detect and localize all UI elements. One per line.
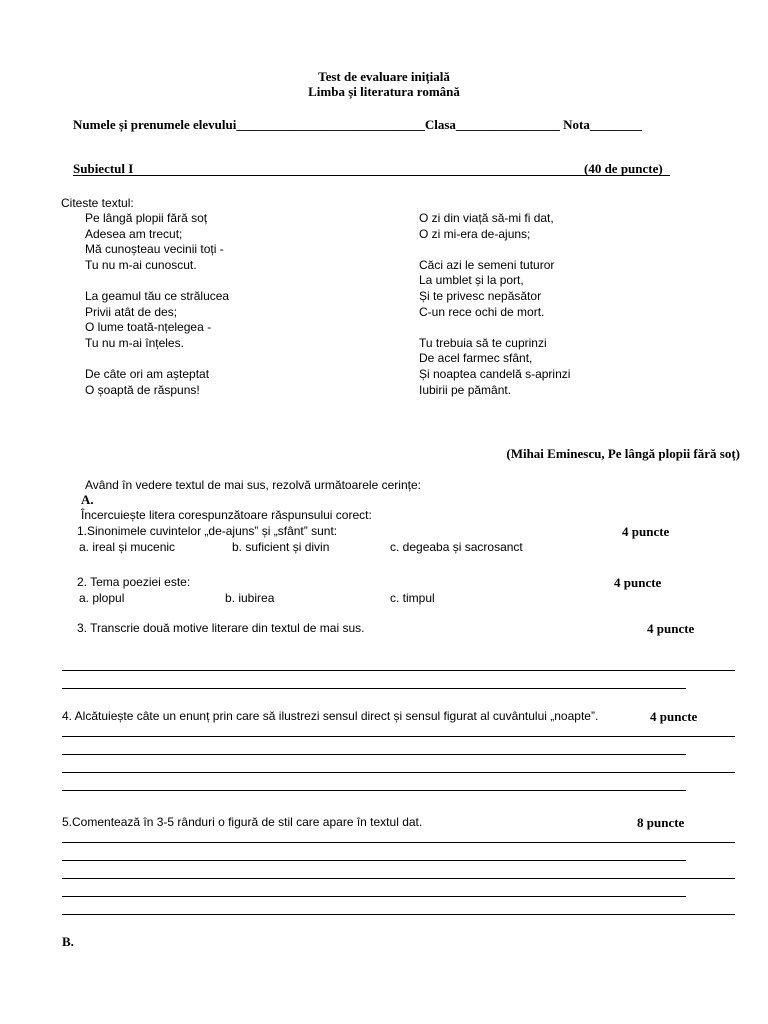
answer-line[interactable] bbox=[62, 878, 735, 879]
poem-line: Adesea am trecut; bbox=[85, 226, 183, 241]
answer-line[interactable] bbox=[62, 688, 686, 689]
answer-line[interactable] bbox=[62, 736, 735, 737]
class-field[interactable]: ________________ bbox=[455, 117, 560, 132]
question-2-text: 2. Tema poeziei este: bbox=[77, 575, 191, 589]
poem-source: (Mihai Eminescu, Pe lângă plopii fără soț) bbox=[506, 446, 740, 461]
question-2-points: 4 puncte bbox=[614, 575, 662, 590]
poem-line: Tu trebuia să te cuprinzi bbox=[419, 335, 547, 350]
question-5-text: 5.Comentează în 3-5 rânduri o figură de stil care apare în textul dat. bbox=[62, 815, 423, 829]
poem-line bbox=[85, 351, 229, 367]
poem-line: La geamul tău ce strălucea bbox=[85, 288, 230, 303]
answer-line[interactable] bbox=[62, 670, 735, 671]
subject-heading: Subiectul I bbox=[73, 161, 134, 176]
poem-line: Privii atât de des; bbox=[85, 304, 178, 319]
q1-option-b[interactable]: b. suficient și divin bbox=[232, 540, 330, 554]
answer-line[interactable] bbox=[62, 896, 686, 897]
poem-line: Tu nu m-ai cunoscut. bbox=[85, 257, 197, 272]
poem-line: De câte ori am așteptat bbox=[85, 366, 210, 381]
poem-line: O zi din viață să-mi fi dat, bbox=[419, 211, 554, 225]
q2-option-b[interactable]: b. iubirea bbox=[225, 591, 275, 605]
poem-line: C-un rece ochi de mort. bbox=[419, 304, 545, 319]
subject-points: (40 de puncte) bbox=[584, 161, 663, 176]
reading-instruction: Citeste textul: bbox=[61, 196, 134, 210]
poem-line: Și noaptea candelă s-aprinzi bbox=[419, 366, 571, 381]
subject-title: Limba și literatura română bbox=[308, 84, 460, 99]
answer-line[interactable] bbox=[62, 790, 686, 791]
poem-line: O lume toată-nțelegea - bbox=[85, 320, 212, 335]
name-field[interactable]: _____________________________ bbox=[236, 117, 425, 132]
question-3-text: 3. Transcrie două motive literare din textul de mai sus. bbox=[77, 621, 365, 635]
question-1-points: 4 puncte bbox=[622, 524, 670, 539]
poem-line: De acel farmec sfânt, bbox=[419, 351, 533, 366]
section-a-label: A. bbox=[81, 492, 94, 507]
answer-line[interactable] bbox=[62, 754, 686, 755]
q2-option-c[interactable]: c. timpul bbox=[390, 591, 435, 605]
answer-line[interactable] bbox=[62, 860, 686, 861]
poem-line: O șoaptă de răspuns! bbox=[85, 382, 200, 397]
poem-line: Și te privesc nepăsător bbox=[419, 288, 542, 303]
poem-line: Mă cunoșteau vecinii toți - bbox=[85, 242, 224, 257]
answer-line[interactable] bbox=[62, 914, 735, 915]
poem-line bbox=[85, 273, 229, 289]
circle-instruction: Încercuiește litera corespunzătoare răspunsului corect: bbox=[81, 508, 372, 522]
poem-line bbox=[419, 320, 570, 336]
poem-line bbox=[419, 242, 570, 258]
test-title: Test de evaluare inițială bbox=[318, 69, 450, 84]
subject-underline bbox=[73, 175, 670, 176]
question-5-points: 8 puncte bbox=[637, 815, 685, 830]
answer-line[interactable] bbox=[62, 772, 735, 773]
poem-line: Căci azi le semeni tuturor bbox=[419, 257, 555, 272]
poem-line: O zi mi-era de-ajuns; bbox=[419, 226, 531, 241]
poem-line: La umblet și la port, bbox=[419, 273, 524, 288]
question-1-text: 1.Sinonimele cuvintelor „de-ajuns” și „sfânt” sunt: bbox=[77, 524, 338, 538]
question-3-points: 4 puncte bbox=[647, 621, 695, 636]
q1-option-c[interactable]: c. degeaba și sacrosanct bbox=[390, 540, 523, 554]
student-info-line bbox=[73, 117, 642, 133]
question-4-points: 4 puncte bbox=[650, 709, 698, 724]
answer-line[interactable] bbox=[62, 842, 735, 843]
grade-field[interactable]: ________ bbox=[589, 117, 642, 132]
class-label: Clasa bbox=[424, 117, 456, 132]
tasks-intro: Având în vedere textul de mai sus, rezolvă următoarele cerințe: bbox=[85, 478, 421, 492]
poem-line: Tu nu m-ai înțeles. bbox=[85, 335, 184, 350]
grade-label: Nota bbox=[563, 117, 590, 132]
poem-line: Pe lângă plopii fără soț bbox=[85, 211, 208, 225]
poem-right-column bbox=[419, 211, 570, 398]
q1-option-a[interactable]: a. ireal și mucenic bbox=[79, 540, 176, 554]
poem-left-column bbox=[85, 211, 229, 398]
q2-option-a[interactable]: a. plopul bbox=[79, 591, 125, 605]
poem-line: Iubirii pe pământ. bbox=[419, 382, 512, 397]
section-b-label: B. bbox=[62, 934, 74, 949]
question-4-text: 4. Alcătuiește câte un enunț prin care să ilustrezi sensul direct și sensul figurat al cuvântului „noapte”. bbox=[62, 709, 599, 723]
name-label: Numele și prenumele elevului bbox=[73, 117, 237, 132]
